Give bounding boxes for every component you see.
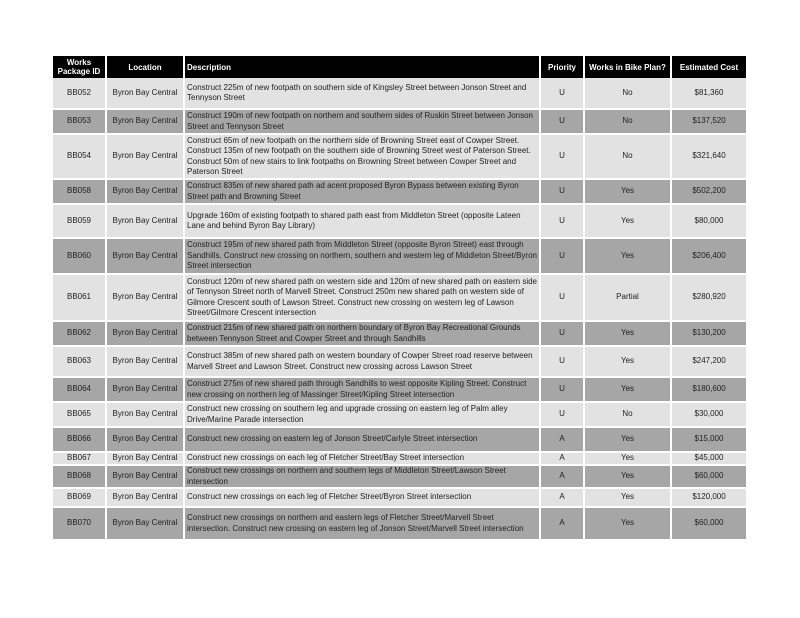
cell-bike-plan: Yes: [585, 466, 672, 489]
cell-description: Construct 120m of new shared path on western side and 120m of new shared path on eastern side of Tennyson Street north of Marvell Street. Construct 250m new shared path on western side of Gilmore Crescent south of Lawson Street. Construct new crossing on western leg of Lawson Street/Gilmore Crescent intersection: [185, 275, 541, 322]
cell-cost: $180,600: [672, 378, 746, 403]
cell-location: Byron Bay Central: [107, 135, 185, 180]
cell-description: Construct 195m of new shared path from Middleton Street (opposite Byron Street) east through Sandhills. Construct new crossing on northern, southern and western leg of Middleton Street/Byron Street intersection: [185, 239, 541, 275]
table-row: [53, 466, 746, 489]
cell-description: Construct new crossing on southern leg and upgrade crossing on eastern leg of Palm alley Drive/Marine Parade intersection: [185, 403, 541, 428]
cell-priority: U: [541, 205, 585, 239]
header-estimated-cost: Estimated Cost: [672, 56, 746, 78]
cell-cost: $80,000: [672, 205, 746, 239]
cell-location: Byron Bay Central: [107, 378, 185, 403]
cell-id: BB065: [53, 403, 107, 428]
cell-bike-plan: Yes: [585, 205, 672, 239]
cell-priority: U: [541, 403, 585, 428]
cell-priority: U: [541, 110, 585, 135]
cell-cost: $137,520: [672, 110, 746, 135]
cell-description: Construct 275m of new shared path through Sandhills to west opposite Kipling Street. Construct new crossing on northern leg of Massinger Street/Kipling Street intersection: [185, 378, 541, 403]
cell-id: BB059: [53, 205, 107, 239]
cell-description: Construct 225m of new footpath on southern side of Kingsley Street between Jonson Street and Tennyson Street: [185, 78, 541, 110]
cell-id: BB058: [53, 180, 107, 205]
table-row: [53, 378, 746, 403]
table-row: [53, 239, 746, 275]
cell-id: BB052: [53, 78, 107, 110]
cell-priority: U: [541, 275, 585, 322]
cell-id: BB054: [53, 135, 107, 180]
cell-location: Byron Bay Central: [107, 428, 185, 453]
cell-description: Construct new crossing on eastern leg of Jonson Street/Carlyle Street intersection: [185, 428, 541, 453]
cell-location: Byron Bay Central: [107, 347, 185, 378]
cell-id: BB064: [53, 378, 107, 403]
cell-location: Byron Bay Central: [107, 180, 185, 205]
cell-location: Byron Bay Central: [107, 78, 185, 110]
cell-bike-plan: Partial: [585, 275, 672, 322]
cell-bike-plan: Yes: [585, 347, 672, 378]
cell-description: Construct 385m of new shared path on western boundary of Cowper Street road reserve between Marvell Street and Lawson Street. Construct new crossing across Lawson Street: [185, 347, 541, 378]
cell-cost: $15,000: [672, 428, 746, 453]
header-description: Description: [185, 56, 541, 78]
cell-cost: $120,000: [672, 489, 746, 508]
cell-description: Construct 215m of new shared path on northern boundary of Byron Bay Recreational Grounds between Tennyson Street and Cowper Street and through Sandhills: [185, 322, 541, 347]
cell-priority: A: [541, 453, 585, 466]
cell-bike-plan: Yes: [585, 428, 672, 453]
cell-cost: $60,000: [672, 466, 746, 489]
cell-bike-plan: No: [585, 403, 672, 428]
table-row: [53, 347, 746, 378]
cell-description: Construct new crossings on each leg of Fletcher Street/Byron Street intersection: [185, 489, 541, 508]
table-row: [53, 135, 746, 180]
cell-location: Byron Bay Central: [107, 466, 185, 489]
header-bike-plan: Works in Bike Plan?: [585, 56, 672, 78]
cell-bike-plan: No: [585, 135, 672, 180]
cell-priority: A: [541, 508, 585, 541]
cell-id: BB069: [53, 489, 107, 508]
cell-bike-plan: No: [585, 110, 672, 135]
cell-description: Upgrade 160m of existing footpath to shared path east from Middleton Street (opposite Lateen Lane and behind Byron Bay Library): [185, 205, 541, 239]
cell-priority: A: [541, 466, 585, 489]
cell-priority: U: [541, 180, 585, 205]
table-row: [53, 275, 746, 322]
cell-id: BB068: [53, 466, 107, 489]
cell-location: Byron Bay Central: [107, 205, 185, 239]
cell-cost: $81,360: [672, 78, 746, 110]
cell-priority: U: [541, 78, 585, 110]
cell-priority: U: [541, 347, 585, 378]
cell-id: BB063: [53, 347, 107, 378]
cell-bike-plan: Yes: [585, 378, 672, 403]
cell-location: Byron Bay Central: [107, 403, 185, 428]
cell-id: BB062: [53, 322, 107, 347]
table-row: [53, 322, 746, 347]
cell-description: Construct new crossings on each leg of Fletcher Street/Bay Street intersection: [185, 453, 541, 466]
cell-location: Byron Bay Central: [107, 275, 185, 322]
cell-id: BB053: [53, 110, 107, 135]
table-row: [53, 508, 746, 541]
cell-cost: $321,640: [672, 135, 746, 180]
table-row: [53, 180, 746, 205]
cell-bike-plan: Yes: [585, 508, 672, 541]
table-row: [53, 403, 746, 428]
cell-cost: $130,200: [672, 322, 746, 347]
cell-cost: $502,200: [672, 180, 746, 205]
cell-priority: U: [541, 322, 585, 347]
cell-location: Byron Bay Central: [107, 322, 185, 347]
cell-cost: $280,920: [672, 275, 746, 322]
cell-id: BB067: [53, 453, 107, 466]
cell-cost: $45,000: [672, 453, 746, 466]
cell-description: Construct 65m of new footpath on the northern side of Browning Street east of Cowper Street. Construct 135m of new footpath on the southern side of Browning Street west of Paterson Street. Construct 50m of new stairs to link footpaths on Browning Street between Cowper Street and Paterson Street: [185, 135, 541, 180]
cell-priority: A: [541, 428, 585, 453]
cell-priority: A: [541, 489, 585, 508]
cell-cost: $206,400: [672, 239, 746, 275]
cell-bike-plan: Yes: [585, 322, 672, 347]
table-row: [53, 453, 746, 466]
cell-description: Construct 835m of new shared path ad acent proposed Byron Bypass between existing Byron Street path and Browning Street: [185, 180, 541, 205]
cell-location: Byron Bay Central: [107, 508, 185, 541]
cell-location: Byron Bay Central: [107, 239, 185, 275]
cell-priority: U: [541, 239, 585, 275]
table-header-row: [53, 56, 746, 78]
cell-location: Byron Bay Central: [107, 110, 185, 135]
table-row: [53, 489, 746, 508]
table-row: [53, 205, 746, 239]
cell-description: Construct new crossings on northern and eastern legs of Fletcher Street/Marvell Street intersection. Construct new crossing on eastern leg of Jonson Street/Marvell Street intersection: [185, 508, 541, 541]
cell-cost: $60,000: [672, 508, 746, 541]
cell-priority: U: [541, 135, 585, 180]
table-row: [53, 428, 746, 453]
cell-location: Byron Bay Central: [107, 453, 185, 466]
cell-bike-plan: Yes: [585, 180, 672, 205]
cell-priority: U: [541, 378, 585, 403]
cell-description: Construct new crossings on northern and southern legs of Middleton Street/Lawson Street intersection: [185, 466, 541, 489]
cell-id: BB060: [53, 239, 107, 275]
header-priority: Priority: [541, 56, 585, 78]
works-table: [53, 56, 746, 541]
cell-id: BB070: [53, 508, 107, 541]
cell-bike-plan: No: [585, 78, 672, 110]
cell-id: BB061: [53, 275, 107, 322]
cell-location: Byron Bay Central: [107, 489, 185, 508]
cell-description: Construct 190m of new footpath on northern and southern sides of Ruskin Street between Jonson Street and Tennyson Street: [185, 110, 541, 135]
cell-cost: $30,000: [672, 403, 746, 428]
cell-bike-plan: Yes: [585, 239, 672, 275]
header-location: Location: [107, 56, 185, 78]
header-works-package-id: Works Package ID: [53, 56, 107, 78]
cell-cost: $247,200: [672, 347, 746, 378]
cell-id: BB066: [53, 428, 107, 453]
table-row: [53, 110, 746, 135]
table-row: [53, 78, 746, 110]
cell-bike-plan: Yes: [585, 453, 672, 466]
cell-bike-plan: Yes: [585, 489, 672, 508]
